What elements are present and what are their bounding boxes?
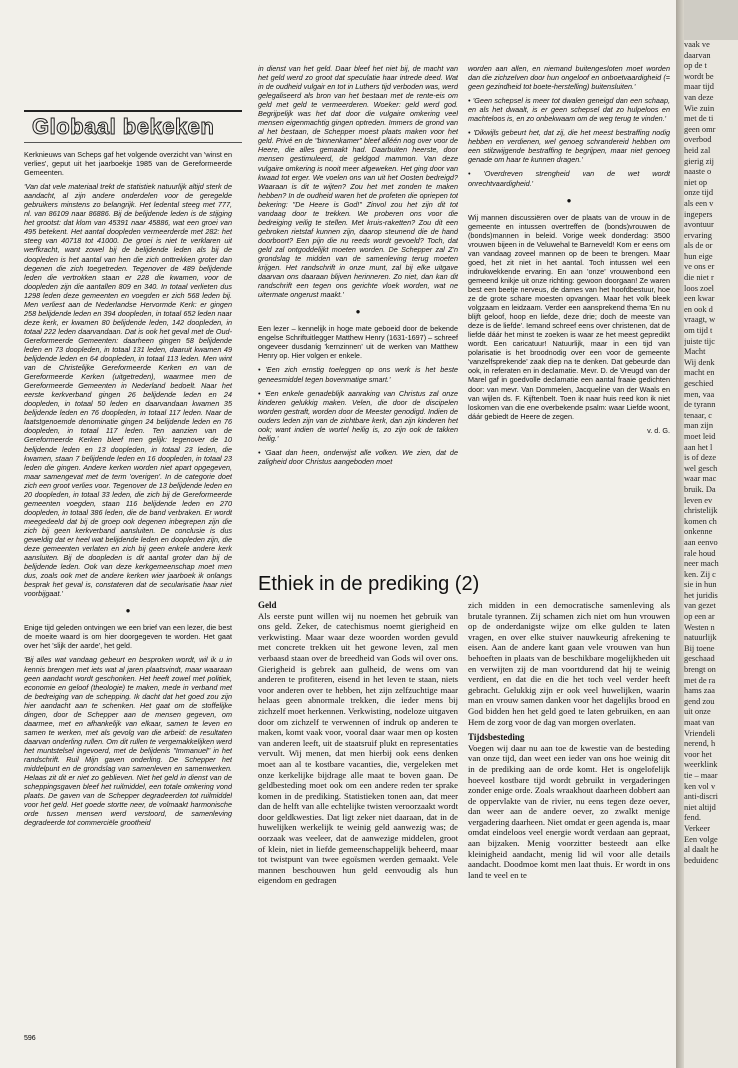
adjacent-text-line: moet leid: [684, 431, 716, 441]
adjacent-text-line: weerklink: [684, 760, 718, 770]
adjacent-text-line: met de ti: [684, 114, 714, 124]
page-number: 596: [24, 1035, 36, 1042]
adjacent-text-line: tenaar, c: [684, 410, 713, 420]
adjacent-text-line: leven ev: [684, 495, 713, 505]
adjacent-text-line: neer mach: [684, 559, 719, 569]
adjacent-text-line: komen ch: [684, 516, 717, 526]
adjacent-text-line: niet altijd: [684, 802, 716, 812]
adjacent-text-line: vaak ve: [684, 40, 710, 49]
subheading-tijdsbesteding: Tijdsbesteding: [468, 732, 525, 743]
henry-quote: • 'Overdreven strengheid van de wet wordt onrechtvaardigheid.': [468, 169, 670, 188]
adjacent-text-line: van gezet: [684, 601, 716, 611]
adjacent-text-line: natuurlijk: [684, 633, 717, 643]
adjacent-text-line: aan eenvo: [684, 537, 718, 547]
column-3: [468, 64, 670, 544]
adjacent-text-line: en ook d: [684, 304, 713, 314]
adjacent-text-line: is of deze: [684, 453, 717, 463]
adjacent-text-line: onkenne: [684, 527, 713, 537]
adjacent-text-block: [684, 358, 738, 824]
adjacent-text-line: vraagt, w: [684, 315, 716, 325]
adjacent-text-line: maat van: [684, 718, 715, 727]
adjacent-text-line: maar tijd: [684, 82, 714, 92]
adjacent-text-line: wel gesch: [684, 463, 718, 473]
column-1: [24, 150, 232, 1030]
adjacent-page-fragment: [684, 40, 738, 1068]
adjacent-text-line: sie in hun: [684, 580, 717, 590]
author-signature: v. d. G.: [647, 425, 670, 435]
adjacent-text-line: geschaad: [684, 654, 715, 664]
adjacent-text-line: niet op: [684, 177, 708, 187]
adjacent-text-line: heid zal: [684, 145, 711, 155]
adjacent-text-line: de tyrann: [684, 400, 716, 410]
separator-dot: ●: [566, 195, 572, 205]
adjacent-text-line: fend.: [684, 813, 701, 823]
adjacent-text-line: die niet r: [684, 273, 714, 283]
henry-quote: • 'Een enkele genadeblijk aanraking van Christus zal onze kinderen gelukkig maken. Velen, die door de discipelen worden gestraft, worden door de Meester genodigd. Indien de ouders leden zijn van de zichtbare kerk, dan zijn kinderen het ook; want indien de wortel heilig is, zo zijn ook de takken heilig.': [258, 388, 458, 443]
adjacent-text-line: loos zoel: [684, 283, 715, 293]
adjacent-text-line: nerend, h: [684, 739, 716, 749]
page-gutter: [676, 0, 684, 1068]
article-column-2: [468, 600, 670, 1030]
column-2: [258, 64, 458, 544]
adjacent-text-line: geen omr: [684, 124, 716, 134]
adjacent-text-line: man zijn: [684, 421, 714, 431]
adjacent-text-line: beduidenc: [684, 855, 719, 865]
adjacent-text-line: Westen n: [684, 622, 715, 632]
adjacent-text-line: daarvan: [684, 50, 711, 60]
adjacent-text-line: tie – maar: [684, 770, 718, 780]
article-column-1: [258, 600, 458, 1030]
henry-quote-continued: worden aan allen, en niemand buitengesloten moet worden dan die zichzelven door hun ongeloof en onboetvaardigheid (= geen gezindheid tot boete-herstelling) buitensluiten.': [468, 64, 670, 92]
adjacent-text-line: Vriendeli: [684, 728, 716, 738]
adjacent-text-block: [684, 40, 738, 347]
adjacent-text-line: juiste tijc: [684, 336, 715, 346]
adjacent-text-line: met de ra: [684, 675, 716, 685]
adjacent-text-line: al daalt he: [684, 845, 719, 855]
section-title: Globaal bekeken: [24, 110, 242, 143]
adjacent-text-line: hun eige: [684, 251, 713, 261]
article-paragraph: Als eerste punt willen wij nu noemen het gebruik van ons geld. Zeker, de catechismus noemt gierigheid en verkwisting. Maar waar deze woorden worden gevuld met concrete trekken uit het gewone leven, zal men verbaasd staan over de breedheid van Gods wil over ons. Gierigheid is gebrek aan gulheid, de wens om van anderen te profiteren, eisend in het leven te staan, niets voor anderen over te hebben, het zijn zelfzuchtige maar helaas geen abnormale trekken, die ieder mens bij zichzelf moet herkennen. Verkwisting, nodeloze uitgaven door om zichzelf te verwennen of indruk op anderen te maken, komt vaak voor, vooral daar waar men op kosten van anderen leeft, uit de staatsruif plukt en representaties vervult. Wij menen, dat men hierbij ook eens denken moet aan al te kostbare vacanties, die, vergeleken met onze kerkelijke bijdrage alle maat te boven gaan. De geldbesteding moet ook om een andere reden ter sprake komen in de prediking. Statistieken tonen aan, dat meer dan de helft van alle echtelijke twisten veroorzaakt wordt door geldkwesties. Dat ligt zeker niet daaraan, dat in de huwelijken werkelijk te weinig geld aanwezig was; de oorzaak was veeleer, dat de aanwezige middelen, groot of klein, niet in liefde gemeenschappelijk beheerd, maar tot twistpunt van twee egoïsmen werden gemaakt. Vele mannen beschouwen hun geld eenvoudig als hun eigendom en gedragen: [258, 610, 458, 886]
henry-quote: • 'Dikwijls gebeurt het, dat zij, die het meest bestraffing nodig hebben en verdienen, wel genoeg schrandereid hebben om een stilzwijgende bestraffing te begrijpen, maar niet genoeg genade om haar te kunnen dragen.': [468, 128, 670, 165]
henry-quote: • 'Gaat dan heen, onderwijst alle volken. We zien, dat de zaligheid door Christus aangeboden moet: [258, 447, 458, 466]
adjacent-text-line: avontuur: [684, 220, 714, 230]
adjacent-text-line: op de t: [684, 61, 707, 71]
adjacent-text-block: [684, 835, 738, 867]
separator-dot: ●: [355, 307, 361, 317]
adjacent-text-line: uit onze: [684, 707, 711, 717]
adjacent-heading-macht: Macht: [684, 347, 706, 357]
adjacent-text-line: ve ons er: [684, 262, 715, 272]
adjacent-text-line: voor het: [684, 749, 712, 759]
adjacent-text-line: ingepers: [684, 209, 713, 219]
adjacent-text-line: hams zaa: [684, 686, 715, 696]
article-paragraph: zich midden in een democratische samenleving als brutale tyrannen. Zij schamen zich niet om hun vrouwen op de onderdanigste wijze om elke gulden te laten vragen, en over elke stuiver nauwkeurig afrekening te eisen. Aan de andere kant gaan vele vrouwen van hun behoeften in plaats van de beschikbare mogelijkheden uit en verwijten zij de man voortdurend dat hij te weinig verdient, en dat die en die het toch veel verder heeft gebracht. Gelukkig zijn er ook veel huwelijken, waarin man en vrouw samen danken voor het dagelijks brood en God bidden hen het geld goed te laten gebruiken, en aan Hem de zorg voor de dag van morgen overlaten.: [468, 600, 670, 727]
intro-paragraph: Kerknieuws van Scheps gaf het volgende overzicht van 'winst en verlies', geput uit het jaarboekje 1985 van de Gereformeerde Gemeenten.: [24, 150, 232, 178]
adjacent-text-line: van deze: [684, 92, 714, 102]
article-paragraph: Voegen wij daar nu aan toe de kwestie van de besteding van onze tijd, dan weet een ieder van ons hoe weinig dit in de prediking aan de orde komt. Het is ongelofelijk hoeveel kostbare tijd wordt gebruikt in vergaderingen zonder enige orde. Zoals wraakhout daarheen dobbert aan de oppervlakte van de rivier, nu eens tegen deze oever, dan weer aan de andere oever, zo zwalkt menige vergadering daarheen. Niet omdat er geen agenda is, maar omdat eindeloos veel energie wordt verdaan aan gepraat, aan bijzaken. Menig voorzitter besteedt aan elke kleinigheid aandacht, menig lid wil voor alle details aandacht. Doodmoe komt men laat thuis. Er wordt in ons land te veel en te: [468, 742, 670, 880]
adjacent-text-line: ken. Zij c: [684, 569, 716, 579]
adjacent-text-line: naaste o: [684, 167, 712, 177]
subheading-geld: Geld: [258, 600, 277, 610]
adjacent-text-line: ken vol v: [684, 781, 716, 791]
adjacent-text-line: op een ar: [684, 612, 715, 622]
adjacent-text-line: onze tijd: [684, 188, 714, 198]
adjacent-text-line: Wie zuin: [684, 103, 715, 113]
henry-quote: • 'Geen schepsel is meer tot dwalen geneigd dan een schaap, en als het dwaalt, is er geen schepsel dat zo hulpeloos en machteloos is, en zo onbekwaam om de weg terug te vinden.': [468, 96, 670, 124]
letter-intro-paragraph: Enige tijd geleden ontvingen we een brief van een lezer, die best de moeite waard is om hier doorgegeven te worden. Het gaat over het 'slijk der aarde', het geld.: [24, 623, 232, 651]
adjacent-heading-verkeer: Verkeer: [684, 823, 711, 833]
adjacent-text-line: macht en: [684, 368, 715, 378]
adjacent-text-line: om tijd t: [684, 326, 713, 336]
article-title: Ethiek in de prediking (2): [258, 573, 480, 595]
adjacent-text-line: anti-discri: [684, 792, 718, 802]
adjacent-text-line: ervaring: [684, 230, 712, 240]
letter-continued-paragraph: in dienst van het geld. Daar bleef het niet bij, de macht van het geld werd zo groot dat speculatie haar intrede deed. Wat in de oudheid vulgair en tot in Luthers tijd verboden was, werd gelegaliseerd als bron van het bestaan met de rente-eis om geld met geld te vermeerderen. Woeker: geld werd god. Begrijpelijk was het dat door die vulgaire omkering veel mensen eigenmachtig gingen optreden. Immers de grond van al het bestaan, de Schepper moest plaats maken voor het geld. Privé en de "binnenkamer" bleef alléén nog over voor de Heere, die alles gemaakt had. Daarbuiten heerste, door mensen gestimuleerd, de geldgod mammon. Van deze vulgaire omkering is nooit meer afgeweken. Het ging door van kwaad tot erger. We voelen ons van uit het Oosten bedreigd? Waaraan is dit te wijten? Zou het met zonden te maken hebben? In de oudheid waren het de profeten die opriepen tot bekering: "De Heere is God!" Zinvol zou het zijn dit tot vandaag door te trekken. We proberen ons voor die bedreiging veilig te stellen. Met kruis-raketten? Zou dit een gebroken rietstaf kunnen zijn, daarop steunend die de hand doorboort? Een pijn die nu reeds wordt gevoeld? Toch, dat geld zal ontgoddelijkt moeten worden. De Schepper zal Z'n grondslag te midden van de samenleving terug moeten krijgen. Het randschrift in onze munt, zal bij elke uitgave daarvan ons daaraan blijven herinneren. Zo niet, dan kan dit randschrift een tegen ons gerichte vloek worden, wat ne uitermate ongerust maakt.': [258, 64, 458, 300]
separator-dot: ●: [125, 606, 131, 616]
adjacent-text-line: Een volge: [684, 834, 718, 844]
adjacent-text-line: een kwar: [684, 294, 715, 304]
adjacent-text-line: overbod: [684, 135, 712, 145]
vrouwenbond-paragraph: Wij mannen discussiëren over de plaats van de vrouw in de gemeente en intussen overtreffen de (bonds)vrouwen de (bonds)mannen in beleid. Vorige week donderdag: 3500 vrouwen bijeen in de Veluwehal te Barneveld! Kom er eens om van vandaag zoveel mannen op de been te brengen. Maar goed, het zit niet in het aantal. Toch intussen wel een indrukwekkende ervaring. En aan 'onze' vrouwenbond een gemeend knikje uit onze richting: gewoon doorgaan! Ze waren best een beetje nerveus, de dames van het hoofdbestuur, hoe ze de grote schare moesten opvangen. Maar het volk bleek volgzaam en leidzaam. Verder een aansprekend thema 'En nu blijft geloof, hoop en liefde, deze drie; doch de meeste van deze is de liefde'. Iemand schreef eens over christenen, dat de liefde dáár het minst te zoeken is waar ze het meest gepredikt wordt. Een caricatuur! Natuurlijk, maar in een tijd van polarisatie is het broodnodig over een voor de gemeente 'vanzelfsprekende' zaak diep na te denken. Dat gebeurde dan ook, in referaten en in declamatie. Mevr. D. de Vreugd van der Marel gaf in goedvolle declamatie een aantal fraaie gedichten door: van mevr. Van Dommelen, Jacqueline van der Waals en van wijlen ds. F. Kijftenbelt. Toen ik naar huis reed kon ik niet loskomen van die ene overbekende psalm: waar Liefde woont, dáár gebiedt de Heere de zegen.: [468, 212, 670, 421]
adjacent-text-line: wordt be: [684, 71, 714, 81]
adjacent-text-line: gend zou: [684, 696, 715, 706]
adjacent-text-line: Wij denk: [684, 357, 715, 367]
adjacent-text-line: aan het l: [684, 442, 713, 452]
adjacent-text-line: als een v: [684, 198, 714, 208]
henry-quote: • 'Een zich ernstig toeleggen op ons werk is het beste geneesmiddel tegen bovenmatige smart.': [258, 365, 458, 384]
adjacent-text-line: men, vaa: [684, 389, 715, 399]
quote-paragraph: 'Van dat vele materiaal trekt de statistiek natuurlijk altijd sterk de aandacht, al zijn andere onderdelen voor de geregelde gebruikers minstens zo belangrijk. Het ledental steeg met 777, nl. van 86109 naar 86886. Bij de belijdende leden is de stijging het grootst: dat klom van 45391 naar 45886, wat een groei van 495 betekent. Het aantal doopleden vermeerderde met 282: het steeg van 40718 tot 41000. De groei is niet te verklaren uit werfkracht, want zowel bij de belijdende leden als bij de doopleden is het aantal van hen die zich onttrekken groter dan degenen die zich toegetreden. Tegenover de 489 belijdende leden die vertrokken staan er 228 die kwamen, voor de doopleden zijn die aantallen 809 en 340. In totaal verlieten dus 1298 leden deze gemeenten en voegden er zich 568 leden bij. Men verliest aan de Nederlandse Hervormde Kerk: er gingen 258 belijdende leden en 394 doopleden, in totaal 652 leden naar deze kerk, er kwamen 80 belijdende leden, 142 doopleden, in totaal 222 leden daarvandaan. Dat is ook het geval met de Oud-Gereformeerde Gemeenten: daarheen gingen 58 belijdende leden en 73 doopleden, in totaal 131 leden, daaruit kwamen 49 belijdende leden en 64 doopleden, in totaal 113 leden. Men wint van de Christelijke Gereformeerde Kerken en van de Gereformeerde Kerken (uitgetreden), waarmee men de Gereformeerde Gemeenten in Nederland bedoelt. Naar het eerste kerkverband gingen 26 belijdende leden en 24 doopleden, in totaal 50 leden en daarvandaan kwamen 35 belijdende leden en 76 doopleden, in totaal 117 leden. Naar de laatstgenoemde denominatie gingen 24 belijdende leden en 76 doopleden, in totaal 117 leden. Ten aanzien van de Gereformeerde Kerken bleef men gelijk: tegenover de 10 belijdende leden en 13 doopleden, in totaal 23 leden, die kwamen, staan 7 belijdende leden en 16 doopleden, in totaal 23 leden die gingen. Andere kerken worden niet apart opgegeven, maar samengevat met de term 'overigen'. In de categorie doet zich een groot verlies voor. Tegenover de 13 belijdende leden en 20 doopleden, in totaal 33 leden, die zich bij de Gereformeerde gemeenten voegden, staan 116 belijdende leden en 270 doopleden, in totaal 386 leden, die de band verbraken. Er wordt meegedeeld dat bij de groep ook degenen inbegrepen zijn die zich bij geen kerkverband aansluiten. De conclusie is dus geweldig dat er heel wat belijdende leden en doopleden zijn, die deze gemeenten verlaten en zich bij geen enkele andere kerk aansluiten. Bij de doopleden is dit aantal groter dan bij de belijdende leden. Ook van deze kerkgemeenschap moet men dus, zoals ook met de andere kerken wier jaarboek ik onlangs besprak het geval is, constateren dat de secularisatie haar niet voorbijgaat.': [24, 182, 232, 599]
adjacent-text-line: rale houd: [684, 548, 716, 558]
adjacent-text-line: gierig zij: [684, 156, 714, 166]
adjacent-text-line: waar mac: [684, 474, 717, 484]
letter-paragraph: 'Bij alles wat vandaag gebeurt en besproken wordt, wil ik u in kennis brengen met iets wat al jaren plaatsvindt, maar waaraan geen aandacht wordt geschonken. Het heeft zowel met politiek, economie en geloof (theologie) te maken, mede in verband met de bedreiging van de schepping. Ik dacht dat het goed zou zijn hier aandacht aan te schenken. Het gaat om de stoffelijke dingen, door de Schepper aan de mensen gegeven, om daarmee, met en afhankelijk van elkaar, samen te leven en samen te werken, met als gevolg van die arbeid: de resultaten daarvan onderling rullen. Om dit rullen te vergemakkelijken werd het muntstelsel ingevoerd, met de belijdenis "Immanuel" in het randschrift. Ruil Mijn gaven onderling. De Schepper het middelpunt en de grondslag van samenleven en samenwerken. Helaas zit dit er niet zo geblieven. Niet het geld in dienst van de scheppingsgaven bleef het ruilmiddel, een totale omkering vond plaats. De gaven van de Schepper degradeerden tot ruilmiddel voor het geld. Het goede stortte neer, de volmaakt harmonische orde tussen mensen werd verstoord, de samenleving degradeerde tot commerciële grootheid: [24, 655, 232, 828]
adjacent-text-line: bruik. Da: [684, 484, 716, 494]
henry-intro-paragraph: Een lezer – kennelijk in hoge mate geboeid door de bekende engelse Schriftuitlegger Matthew Henry (1631-1697) – schreef ongeveer dusdanig 'kernzinnen' uit de werken van Matthew Henry op. Hier volgen er enkele.: [258, 324, 458, 361]
adjacent-text-line: christelijk: [684, 506, 718, 516]
adjacent-text-line: als de or: [684, 241, 713, 251]
adjacent-text-line: brengt on: [684, 665, 716, 675]
adjacent-text-line: het juridis: [684, 590, 718, 600]
adjacent-text-line: geschied: [684, 379, 714, 388]
adjacent-text-line: Bij toene: [684, 643, 715, 653]
